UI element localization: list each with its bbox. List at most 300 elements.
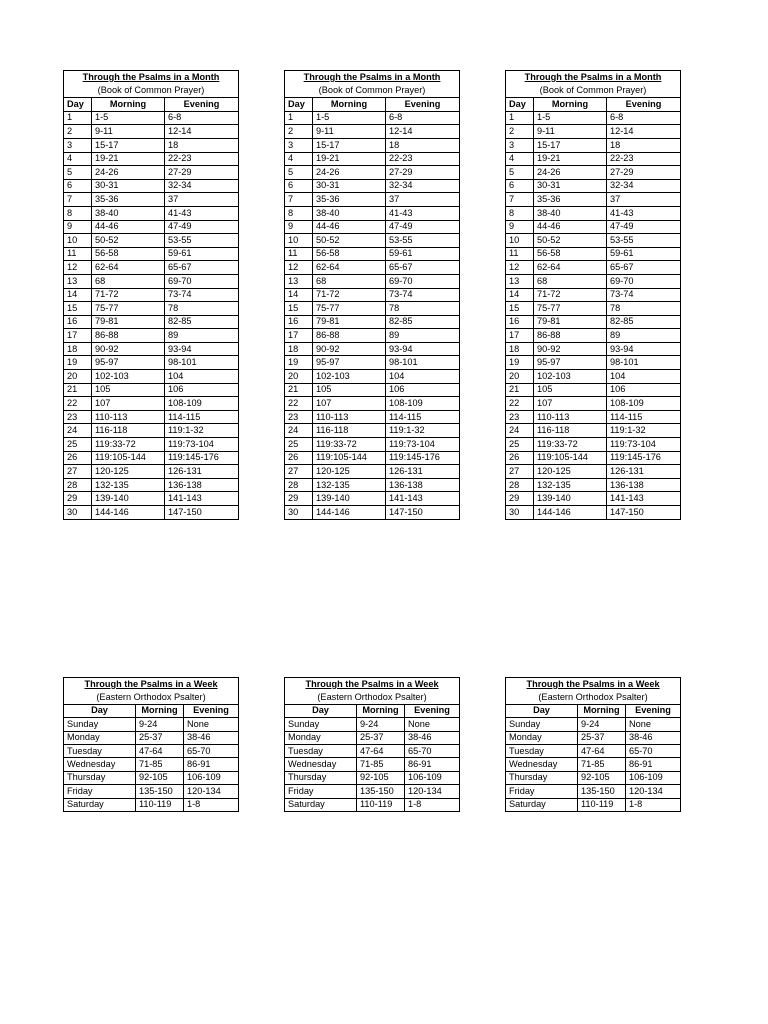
cell-evening: 106-109 <box>184 771 239 784</box>
table-row <box>285 478 460 492</box>
cell-day: 16 <box>285 315 313 329</box>
header-day: Day <box>506 98 534 112</box>
cell-evening: 53-55 <box>165 234 239 248</box>
cell-evening: 136-138 <box>165 478 239 492</box>
cell-morning: 19-21 <box>534 152 607 166</box>
cell-morning: 25-37 <box>578 731 626 744</box>
cell-day: 20 <box>285 370 313 384</box>
table-row <box>64 744 239 757</box>
cell-morning: 9-24 <box>357 718 405 731</box>
table-row <box>506 342 681 356</box>
cell-evening: 136-138 <box>386 478 460 492</box>
table-subtitle: (Eastern Orthodox Psalter) <box>64 691 239 704</box>
cell-day: 28 <box>285 478 313 492</box>
table-row <box>64 111 239 125</box>
table-row <box>285 274 460 288</box>
cell-evening: 65-67 <box>607 261 681 275</box>
cell-day: 19 <box>506 356 534 370</box>
table-row <box>64 785 239 798</box>
cell-evening: 86-91 <box>405 758 460 771</box>
cell-morning: 50-52 <box>313 234 386 248</box>
cell-morning: 35-36 <box>534 193 607 207</box>
cell-morning: 62-64 <box>534 261 607 275</box>
header-day: Day <box>285 98 313 112</box>
cell-evening: 147-150 <box>386 506 460 520</box>
table-header-row <box>64 704 239 717</box>
cell-evening: 119:1-32 <box>607 424 681 438</box>
cell-morning: 90-92 <box>313 342 386 356</box>
cell-morning: 25-37 <box>357 731 405 744</box>
cell-day: 13 <box>285 274 313 288</box>
cell-morning: 50-52 <box>92 234 165 248</box>
cell-day: 3 <box>506 138 534 152</box>
cell-evening: 47-49 <box>386 220 460 234</box>
cell-evening: 69-70 <box>165 274 239 288</box>
cell-day: Wednesday <box>506 758 578 771</box>
cell-morning: 110-113 <box>313 410 386 424</box>
cell-morning: 62-64 <box>92 261 165 275</box>
cell-evening: 104 <box>386 370 460 384</box>
table-row <box>506 438 681 452</box>
cell-morning: 1-5 <box>92 111 165 125</box>
table-row <box>285 111 460 125</box>
cell-morning: 44-46 <box>313 220 386 234</box>
cell-day: 2 <box>285 125 313 139</box>
table-title: Through the Psalms in a Week <box>285 678 460 691</box>
cell-evening: 104 <box>607 370 681 384</box>
table-row <box>64 478 239 492</box>
table-row <box>506 261 681 275</box>
table-subtitle: (Book of Common Prayer) <box>285 84 460 98</box>
table-row <box>506 731 681 744</box>
header-morning: Morning <box>313 98 386 112</box>
table-row <box>506 125 681 139</box>
table-row <box>64 758 239 771</box>
cell-morning: 86-88 <box>313 329 386 343</box>
cell-evening: 106-109 <box>405 771 460 784</box>
header-day: Day <box>64 98 92 112</box>
cell-morning: 116-118 <box>92 424 165 438</box>
cell-morning: 15-17 <box>534 138 607 152</box>
cell-morning: 15-17 <box>92 138 165 152</box>
cell-day: 17 <box>285 329 313 343</box>
table-subtitle-row <box>64 84 239 98</box>
table-row <box>506 138 681 152</box>
cell-day: Thursday <box>64 771 136 784</box>
cell-evening: 73-74 <box>607 288 681 302</box>
cell-morning: 102-103 <box>313 370 386 384</box>
cell-morning: 35-36 <box>92 193 165 207</box>
cell-day: 3 <box>64 138 92 152</box>
table-title: Through the Psalms in a Month <box>64 71 239 85</box>
cell-day: 18 <box>64 342 92 356</box>
cell-morning: 38-40 <box>313 206 386 220</box>
table-row <box>285 451 460 465</box>
cell-day: 25 <box>64 438 92 452</box>
table-row <box>506 302 681 316</box>
table-row <box>64 329 239 343</box>
month-table-2 <box>284 70 460 520</box>
cell-morning: 86-88 <box>92 329 165 343</box>
table-row <box>285 438 460 452</box>
cell-evening: 12-14 <box>607 125 681 139</box>
cell-morning: 107 <box>92 397 165 411</box>
cell-day: Tuesday <box>506 744 578 757</box>
cell-day: 11 <box>506 247 534 261</box>
cell-day: 28 <box>506 478 534 492</box>
week-table-1 <box>63 677 239 812</box>
cell-day: 23 <box>506 410 534 424</box>
cell-morning: 107 <box>313 397 386 411</box>
header-day: Day <box>64 704 136 717</box>
cell-morning: 92-105 <box>357 771 405 784</box>
cell-evening: 59-61 <box>165 247 239 261</box>
cell-morning: 24-26 <box>313 166 386 180</box>
table-row <box>64 492 239 506</box>
table-row <box>64 125 239 139</box>
cell-evening: 12-14 <box>386 125 460 139</box>
header-morning: Morning <box>578 704 626 717</box>
table-row <box>64 370 239 384</box>
cell-day: Monday <box>506 731 578 744</box>
cell-evening: 78 <box>165 302 239 316</box>
table-row <box>506 111 681 125</box>
cell-morning: 132-135 <box>313 478 386 492</box>
cell-morning: 71-72 <box>534 288 607 302</box>
cell-day: 12 <box>64 261 92 275</box>
cell-day: Saturday <box>285 798 357 811</box>
cell-morning: 132-135 <box>92 478 165 492</box>
cell-evening: 119:73-104 <box>386 438 460 452</box>
cell-morning: 119:105-144 <box>534 451 607 465</box>
cell-day: Wednesday <box>64 758 136 771</box>
cell-day: 6 <box>64 179 92 193</box>
cell-morning: 47-64 <box>578 744 626 757</box>
header-evening: Evening <box>626 704 681 717</box>
table-row <box>285 234 460 248</box>
table-row <box>506 370 681 384</box>
table-row <box>285 424 460 438</box>
table-row <box>64 731 239 744</box>
cell-evening: 126-131 <box>165 465 239 479</box>
cell-evening: 65-67 <box>386 261 460 275</box>
cell-day: 8 <box>285 206 313 220</box>
cell-morning: 75-77 <box>313 302 386 316</box>
cell-day: 10 <box>64 234 92 248</box>
cell-morning: 119:105-144 <box>92 451 165 465</box>
table-row <box>285 206 460 220</box>
table-title-row <box>506 71 681 85</box>
cell-day: 6 <box>506 179 534 193</box>
cell-morning: 79-81 <box>92 315 165 329</box>
cell-evening: 147-150 <box>607 506 681 520</box>
table-row <box>285 718 460 731</box>
cell-morning: 144-146 <box>92 506 165 520</box>
cell-day: 1 <box>64 111 92 125</box>
cell-evening: 22-23 <box>607 152 681 166</box>
cell-day: 16 <box>506 315 534 329</box>
cell-morning: 86-88 <box>534 329 607 343</box>
cell-day: 19 <box>285 356 313 370</box>
cell-morning: 9-24 <box>136 718 184 731</box>
cell-evening: 114-115 <box>386 410 460 424</box>
cell-evening: 104 <box>165 370 239 384</box>
cell-day: 27 <box>285 465 313 479</box>
table-row <box>285 125 460 139</box>
table-row <box>64 166 239 180</box>
cell-day: 13 <box>64 274 92 288</box>
table-row <box>285 744 460 757</box>
cell-day: 15 <box>64 302 92 316</box>
cell-day: 27 <box>64 465 92 479</box>
cell-day: 7 <box>506 193 534 207</box>
cell-evening: 106 <box>607 383 681 397</box>
cell-day: 1 <box>506 111 534 125</box>
table-row <box>285 247 460 261</box>
table-row <box>285 220 460 234</box>
cell-evening: 106 <box>386 383 460 397</box>
table-row <box>64 179 239 193</box>
cell-evening: 86-91 <box>184 758 239 771</box>
table-row <box>285 342 460 356</box>
cell-morning: 110-119 <box>357 798 405 811</box>
cell-morning: 116-118 <box>313 424 386 438</box>
table-row <box>285 410 460 424</box>
table-subtitle-row <box>285 84 460 98</box>
table-row <box>64 771 239 784</box>
table-row <box>285 356 460 370</box>
cell-morning: 68 <box>534 274 607 288</box>
cell-day: 5 <box>64 166 92 180</box>
cell-day: 13 <box>506 274 534 288</box>
table-row <box>285 166 460 180</box>
table-row <box>64 261 239 275</box>
cell-morning: 144-146 <box>534 506 607 520</box>
cell-morning: 9-11 <box>534 125 607 139</box>
cell-evening: 32-34 <box>607 179 681 193</box>
cell-day: 21 <box>285 383 313 397</box>
cell-evening: 119:145-176 <box>607 451 681 465</box>
table-row <box>64 220 239 234</box>
cell-morning: 56-58 <box>534 247 607 261</box>
cell-evening: 38-46 <box>405 731 460 744</box>
cell-day: Sunday <box>64 718 136 731</box>
table-row <box>506 785 681 798</box>
table-row <box>285 785 460 798</box>
table-row <box>64 342 239 356</box>
cell-evening: 38-46 <box>626 731 681 744</box>
cell-day: 26 <box>285 451 313 465</box>
cell-evening: 69-70 <box>607 274 681 288</box>
table-row <box>506 465 681 479</box>
cell-evening: 37 <box>165 193 239 207</box>
table-row <box>64 288 239 302</box>
cell-morning: 105 <box>313 383 386 397</box>
cell-evening: 106 <box>165 383 239 397</box>
cell-morning: 47-64 <box>136 744 184 757</box>
cell-evening: 18 <box>607 138 681 152</box>
cell-morning: 119:33-72 <box>313 438 386 452</box>
cell-evening: 1-8 <box>405 798 460 811</box>
table-row <box>64 383 239 397</box>
cell-day: 7 <box>64 193 92 207</box>
cell-day: 15 <box>285 302 313 316</box>
cell-morning: 110-113 <box>92 410 165 424</box>
table-header-row <box>506 704 681 717</box>
cell-evening: 82-85 <box>386 315 460 329</box>
cell-day: Monday <box>285 731 357 744</box>
cell-morning: 30-31 <box>534 179 607 193</box>
cell-evening: 98-101 <box>607 356 681 370</box>
cell-evening: 1-8 <box>626 798 681 811</box>
cell-evening: 18 <box>165 138 239 152</box>
table-row <box>285 465 460 479</box>
cell-evening: 18 <box>386 138 460 152</box>
table-row <box>64 302 239 316</box>
table-header-row <box>506 98 681 112</box>
table-subtitle-row <box>64 691 239 704</box>
cell-evening: 114-115 <box>165 410 239 424</box>
cell-morning: 95-97 <box>313 356 386 370</box>
cell-evening: 108-109 <box>386 397 460 411</box>
cell-day: 20 <box>64 370 92 384</box>
table-title: Through the Psalms in a Week <box>506 678 681 691</box>
cell-morning: 1-5 <box>534 111 607 125</box>
table-row <box>506 397 681 411</box>
cell-day: 2 <box>506 125 534 139</box>
cell-day: 28 <box>64 478 92 492</box>
table-row <box>506 193 681 207</box>
cell-day: 1 <box>285 111 313 125</box>
cell-morning: 105 <box>92 383 165 397</box>
cell-evening: 6-8 <box>386 111 460 125</box>
cell-morning: 79-81 <box>534 315 607 329</box>
cell-morning: 119:33-72 <box>92 438 165 452</box>
cell-day: Friday <box>506 785 578 798</box>
cell-day: 18 <box>285 342 313 356</box>
cell-evening: 22-23 <box>165 152 239 166</box>
table-row <box>285 261 460 275</box>
cell-evening: 59-61 <box>386 247 460 261</box>
table-row <box>506 451 681 465</box>
cell-morning: 71-85 <box>357 758 405 771</box>
cell-evening: 27-29 <box>607 166 681 180</box>
cell-morning: 102-103 <box>92 370 165 384</box>
table-subtitle: (Eastern Orthodox Psalter) <box>285 691 460 704</box>
table-row <box>506 410 681 424</box>
table-row <box>285 758 460 771</box>
table-row <box>506 506 681 520</box>
cell-day: Friday <box>64 785 136 798</box>
cell-day: 21 <box>506 383 534 397</box>
cell-evening: 38-46 <box>184 731 239 744</box>
cell-evening: 89 <box>386 329 460 343</box>
table-title: Through the Psalms in a Month <box>506 71 681 85</box>
cell-day: Sunday <box>285 718 357 731</box>
cell-day: 2 <box>64 125 92 139</box>
cell-morning: 25-37 <box>136 731 184 744</box>
cell-morning: 132-135 <box>534 478 607 492</box>
cell-day: 22 <box>285 397 313 411</box>
table-row <box>506 383 681 397</box>
cell-morning: 92-105 <box>136 771 184 784</box>
cell-evening: None <box>405 718 460 731</box>
cell-day: 24 <box>285 424 313 438</box>
table-row <box>64 193 239 207</box>
table-row <box>506 744 681 757</box>
cell-morning: 71-72 <box>92 288 165 302</box>
cell-evening: 65-70 <box>405 744 460 757</box>
table-subtitle: (Eastern Orthodox Psalter) <box>506 691 681 704</box>
cell-day: 9 <box>285 220 313 234</box>
cell-day: 20 <box>506 370 534 384</box>
cell-morning: 90-92 <box>534 342 607 356</box>
cell-evening: 82-85 <box>607 315 681 329</box>
table-row <box>285 370 460 384</box>
table-row <box>506 478 681 492</box>
cell-evening: 65-70 <box>184 744 239 757</box>
table-row <box>64 206 239 220</box>
cell-morning: 116-118 <box>534 424 607 438</box>
cell-evening: 98-101 <box>165 356 239 370</box>
cell-morning: 47-64 <box>357 744 405 757</box>
cell-evening: 147-150 <box>165 506 239 520</box>
table-subtitle-row <box>506 691 681 704</box>
table-row <box>506 247 681 261</box>
cell-evening: 65-70 <box>626 744 681 757</box>
cell-morning: 135-150 <box>578 785 626 798</box>
header-morning: Morning <box>136 704 184 717</box>
table-row <box>64 138 239 152</box>
header-morning: Morning <box>92 98 165 112</box>
table-title-row <box>285 71 460 85</box>
cell-evening: 98-101 <box>386 356 460 370</box>
table-row <box>506 274 681 288</box>
table-header-row <box>64 98 239 112</box>
week-table-3 <box>505 677 681 812</box>
cell-evening: 126-131 <box>386 465 460 479</box>
cell-evening: 108-109 <box>165 397 239 411</box>
cell-day: 30 <box>285 506 313 520</box>
header-evening: Evening <box>386 98 460 112</box>
cell-morning: 30-31 <box>313 179 386 193</box>
cell-day: 9 <box>64 220 92 234</box>
table-row <box>64 424 239 438</box>
cell-day: 27 <box>506 465 534 479</box>
table-row <box>506 152 681 166</box>
month-table-1 <box>63 70 239 520</box>
cell-day: Sunday <box>506 718 578 731</box>
cell-day: 16 <box>64 315 92 329</box>
table-row <box>506 798 681 811</box>
table-row <box>64 410 239 424</box>
cell-evening: 27-29 <box>165 166 239 180</box>
table-row <box>64 506 239 520</box>
cell-day: Thursday <box>506 771 578 784</box>
table-title-row <box>285 678 460 691</box>
cell-evening: 120-134 <box>626 785 681 798</box>
table-subtitle-row <box>285 691 460 704</box>
cell-morning: 35-36 <box>313 193 386 207</box>
table-row <box>506 220 681 234</box>
cell-day: 19 <box>64 356 92 370</box>
table-row <box>506 492 681 506</box>
table-row <box>64 397 239 411</box>
cell-day: Saturday <box>506 798 578 811</box>
cell-day: 23 <box>64 410 92 424</box>
cell-morning: 9-24 <box>578 718 626 731</box>
cell-morning: 110-119 <box>578 798 626 811</box>
